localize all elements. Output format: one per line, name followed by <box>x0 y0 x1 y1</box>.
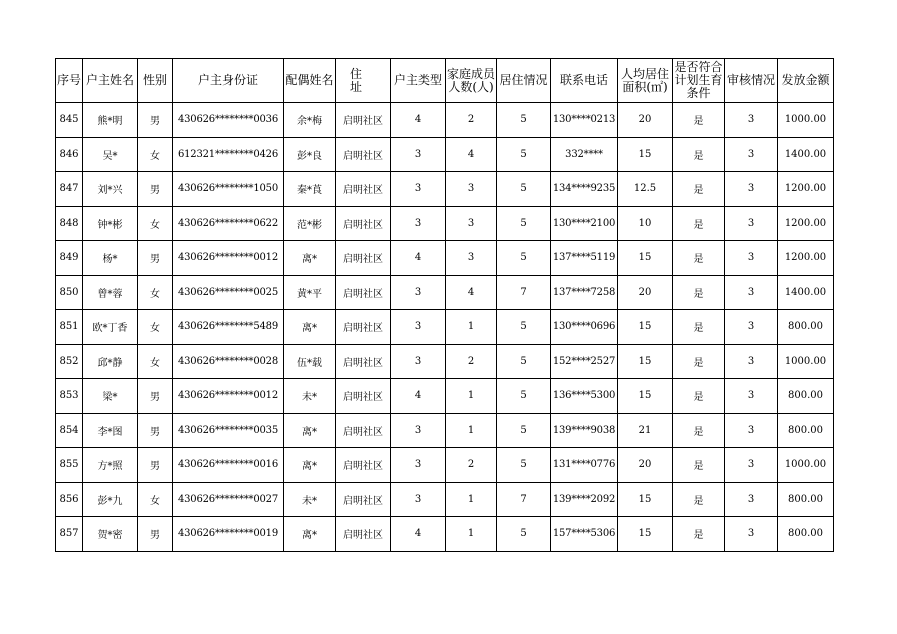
cell-address: 启明社区 <box>336 379 391 414</box>
cell-id: 430626********0028 <box>173 344 284 379</box>
cell-phone: 130****2100 <box>551 206 618 241</box>
cell-review: 3 <box>725 206 778 241</box>
cell-address: 启明社区 <box>336 206 391 241</box>
cell-name: 欧*丁香 <box>83 310 138 345</box>
cell-members: 4 <box>446 137 497 172</box>
cell-review: 3 <box>725 379 778 414</box>
cell-residence: 5 <box>497 172 551 207</box>
cell-area: 15 <box>618 379 673 414</box>
cell-name: 方*照 <box>83 448 138 483</box>
cell-members: 2 <box>446 103 497 138</box>
cell-seq: 856 <box>56 482 83 517</box>
cell-seq: 852 <box>56 344 83 379</box>
cell-planning: 是 <box>673 344 725 379</box>
cell-type: 3 <box>391 275 446 310</box>
cell-type: 3 <box>391 137 446 172</box>
cell-address: 启明社区 <box>336 310 391 345</box>
cell-members: 1 <box>446 310 497 345</box>
cell-id: 430626********0019 <box>173 517 284 552</box>
header-name: 户主姓名 <box>83 59 138 103</box>
cell-planning: 是 <box>673 241 725 276</box>
cell-amount: 800.00 <box>778 517 834 552</box>
cell-spouse: 离* <box>284 241 336 276</box>
cell-phone: 137****5119 <box>551 241 618 276</box>
cell-planning: 是 <box>673 137 725 172</box>
cell-sex: 女 <box>138 310 173 345</box>
cell-id: 430626********0012 <box>173 379 284 414</box>
cell-sex: 女 <box>138 275 173 310</box>
cell-id: 430626********5489 <box>173 310 284 345</box>
cell-residence: 5 <box>497 448 551 483</box>
table-row <box>56 310 834 345</box>
cell-id: 430626********0012 <box>173 241 284 276</box>
cell-id: 430626********0025 <box>173 275 284 310</box>
table-body <box>56 103 834 552</box>
header-type: 户主类型 <box>391 59 446 103</box>
cell-spouse: 离* <box>284 413 336 448</box>
cell-address: 启明社区 <box>336 172 391 207</box>
cell-seq: 857 <box>56 517 83 552</box>
cell-amount: 800.00 <box>778 482 834 517</box>
header-members: 家庭成员人数(人) <box>446 59 497 103</box>
table-row <box>56 275 834 310</box>
header-id: 户主身份证 <box>173 59 284 103</box>
cell-spouse: 黄*平 <box>284 275 336 310</box>
cell-amount: 1400.00 <box>778 137 834 172</box>
cell-amount: 1000.00 <box>778 448 834 483</box>
cell-id: 430626********0035 <box>173 413 284 448</box>
cell-sex: 男 <box>138 172 173 207</box>
cell-name: 吴* <box>83 137 138 172</box>
cell-members: 2 <box>446 344 497 379</box>
cell-name: 贺*密 <box>83 517 138 552</box>
cell-id: 430626********0036 <box>173 103 284 138</box>
header-spouse: 配偶姓名 <box>284 59 336 103</box>
header-review: 审核情况 <box>725 59 778 103</box>
cell-seq: 848 <box>56 206 83 241</box>
cell-name: 彭*九 <box>83 482 138 517</box>
cell-name: 熊*明 <box>83 103 138 138</box>
cell-name: 李*图 <box>83 413 138 448</box>
header-residence: 居住情况 <box>497 59 551 103</box>
cell-residence: 5 <box>497 241 551 276</box>
subsidy-table <box>55 58 834 552</box>
cell-amount: 1200.00 <box>778 206 834 241</box>
cell-planning: 是 <box>673 172 725 207</box>
cell-review: 3 <box>725 517 778 552</box>
table-row <box>56 137 834 172</box>
cell-phone: 137****7258 <box>551 275 618 310</box>
cell-members: 1 <box>446 517 497 552</box>
cell-id: 430626********0016 <box>173 448 284 483</box>
cell-spouse: 离* <box>284 517 336 552</box>
header-address: 住 址 <box>336 59 391 103</box>
header-amount: 发放金额 <box>778 59 834 103</box>
table-row <box>56 241 834 276</box>
cell-phone: 139****2092 <box>551 482 618 517</box>
cell-address: 启明社区 <box>336 482 391 517</box>
cell-id: 430626********1050 <box>173 172 284 207</box>
cell-members: 3 <box>446 206 497 241</box>
cell-sex: 男 <box>138 379 173 414</box>
table-row <box>56 172 834 207</box>
cell-residence: 5 <box>497 344 551 379</box>
header-sex: 性别 <box>138 59 173 103</box>
cell-id: 612321********0426 <box>173 137 284 172</box>
cell-name: 钟*彬 <box>83 206 138 241</box>
cell-spouse: 离* <box>284 310 336 345</box>
cell-type: 3 <box>391 448 446 483</box>
cell-spouse: 彭*良 <box>284 137 336 172</box>
header-area: 人均居住面积(㎡) <box>618 59 673 103</box>
cell-type: 3 <box>391 206 446 241</box>
cell-residence: 5 <box>497 379 551 414</box>
table-row <box>56 482 834 517</box>
cell-spouse: 余*梅 <box>284 103 336 138</box>
cell-sex: 女 <box>138 344 173 379</box>
cell-sex: 男 <box>138 241 173 276</box>
cell-type: 3 <box>391 310 446 345</box>
cell-address: 启明社区 <box>336 103 391 138</box>
cell-review: 3 <box>725 413 778 448</box>
cell-amount: 800.00 <box>778 379 834 414</box>
table-row <box>56 448 834 483</box>
cell-seq: 846 <box>56 137 83 172</box>
cell-amount: 1200.00 <box>778 172 834 207</box>
cell-members: 3 <box>446 172 497 207</box>
cell-area: 21 <box>618 413 673 448</box>
cell-area: 15 <box>618 482 673 517</box>
cell-seq: 855 <box>56 448 83 483</box>
cell-members: 3 <box>446 241 497 276</box>
cell-amount: 1000.00 <box>778 344 834 379</box>
cell-type: 3 <box>391 344 446 379</box>
cell-area: 15 <box>618 241 673 276</box>
cell-review: 3 <box>725 448 778 483</box>
cell-review: 3 <box>725 103 778 138</box>
cell-planning: 是 <box>673 413 725 448</box>
cell-address: 启明社区 <box>336 241 391 276</box>
cell-seq: 847 <box>56 172 83 207</box>
cell-name: 曾*蓉 <box>83 275 138 310</box>
cell-name: 梁* <box>83 379 138 414</box>
cell-sex: 男 <box>138 103 173 138</box>
cell-sex: 男 <box>138 413 173 448</box>
cell-phone: 130****0213 <box>551 103 618 138</box>
cell-planning: 是 <box>673 103 725 138</box>
cell-type: 4 <box>391 517 446 552</box>
cell-spouse: 未* <box>284 379 336 414</box>
cell-residence: 5 <box>497 310 551 345</box>
cell-type: 4 <box>391 241 446 276</box>
cell-amount: 800.00 <box>778 413 834 448</box>
cell-review: 3 <box>725 310 778 345</box>
cell-address: 启明社区 <box>336 344 391 379</box>
cell-area: 15 <box>618 137 673 172</box>
cell-planning: 是 <box>673 448 725 483</box>
cell-area: 15 <box>618 344 673 379</box>
cell-seq: 854 <box>56 413 83 448</box>
table-row <box>56 103 834 138</box>
cell-sex: 女 <box>138 482 173 517</box>
cell-residence: 5 <box>497 517 551 552</box>
cell-residence: 5 <box>497 413 551 448</box>
cell-type: 3 <box>391 172 446 207</box>
cell-phone: 157****5306 <box>551 517 618 552</box>
cell-area: 15 <box>618 310 673 345</box>
cell-phone: 130****0696 <box>551 310 618 345</box>
cell-review: 3 <box>725 172 778 207</box>
cell-planning: 是 <box>673 275 725 310</box>
cell-phone: 136****5300 <box>551 379 618 414</box>
cell-spouse: 离* <box>284 448 336 483</box>
cell-phone: 134****9235 <box>551 172 618 207</box>
cell-sex: 男 <box>138 448 173 483</box>
cell-seq: 853 <box>56 379 83 414</box>
cell-phone: 131****0776 <box>551 448 618 483</box>
cell-type: 3 <box>391 482 446 517</box>
cell-area: 12.5 <box>618 172 673 207</box>
cell-amount: 1000.00 <box>778 103 834 138</box>
cell-seq: 845 <box>56 103 83 138</box>
cell-spouse: 范*彬 <box>284 206 336 241</box>
cell-planning: 是 <box>673 206 725 241</box>
cell-area: 20 <box>618 275 673 310</box>
cell-seq: 850 <box>56 275 83 310</box>
cell-members: 2 <box>446 448 497 483</box>
cell-residence: 7 <box>497 482 551 517</box>
cell-id: 430626********0027 <box>173 482 284 517</box>
cell-sex: 女 <box>138 137 173 172</box>
cell-members: 1 <box>446 413 497 448</box>
cell-review: 3 <box>725 241 778 276</box>
cell-name: 刘*兴 <box>83 172 138 207</box>
cell-type: 4 <box>391 103 446 138</box>
header-row <box>56 59 834 103</box>
cell-address: 启明社区 <box>336 137 391 172</box>
cell-area: 20 <box>618 448 673 483</box>
cell-planning: 是 <box>673 517 725 552</box>
cell-area: 20 <box>618 103 673 138</box>
cell-planning: 是 <box>673 379 725 414</box>
cell-residence: 5 <box>497 137 551 172</box>
cell-members: 1 <box>446 482 497 517</box>
cell-members: 1 <box>446 379 497 414</box>
table-row <box>56 413 834 448</box>
cell-review: 3 <box>725 137 778 172</box>
cell-area: 10 <box>618 206 673 241</box>
cell-amount: 800.00 <box>778 310 834 345</box>
cell-area: 15 <box>618 517 673 552</box>
cell-review: 3 <box>725 344 778 379</box>
cell-address: 启明社区 <box>336 517 391 552</box>
cell-review: 3 <box>725 275 778 310</box>
table-row <box>56 206 834 241</box>
cell-spouse: 未* <box>284 482 336 517</box>
cell-residence: 5 <box>497 206 551 241</box>
cell-amount: 1200.00 <box>778 241 834 276</box>
cell-phone: 332**** <box>551 137 618 172</box>
cell-residence: 7 <box>497 275 551 310</box>
cell-seq: 849 <box>56 241 83 276</box>
cell-type: 3 <box>391 413 446 448</box>
cell-name: 邱*静 <box>83 344 138 379</box>
cell-sex: 男 <box>138 517 173 552</box>
cell-planning: 是 <box>673 310 725 345</box>
cell-planning: 是 <box>673 482 725 517</box>
cell-sex: 女 <box>138 206 173 241</box>
cell-spouse: 秦*莨 <box>284 172 336 207</box>
cell-address: 启明社区 <box>336 413 391 448</box>
cell-residence: 5 <box>497 103 551 138</box>
header-planning: 是否符合计划生育条件 <box>673 59 725 103</box>
cell-seq: 851 <box>56 310 83 345</box>
cell-phone: 152****2527 <box>551 344 618 379</box>
header-phone: 联系电话 <box>551 59 618 103</box>
cell-phone: 139****9038 <box>551 413 618 448</box>
cell-address: 启明社区 <box>336 448 391 483</box>
cell-name: 杨* <box>83 241 138 276</box>
cell-review: 3 <box>725 482 778 517</box>
table-row <box>56 379 834 414</box>
table-row <box>56 517 834 552</box>
cell-id: 430626********0622 <box>173 206 284 241</box>
cell-amount: 1400.00 <box>778 275 834 310</box>
cell-address: 启明社区 <box>336 275 391 310</box>
cell-spouse: 伍*载 <box>284 344 336 379</box>
cell-type: 4 <box>391 379 446 414</box>
header-seq: 序号 <box>56 59 83 103</box>
cell-members: 4 <box>446 275 497 310</box>
table-row <box>56 344 834 379</box>
